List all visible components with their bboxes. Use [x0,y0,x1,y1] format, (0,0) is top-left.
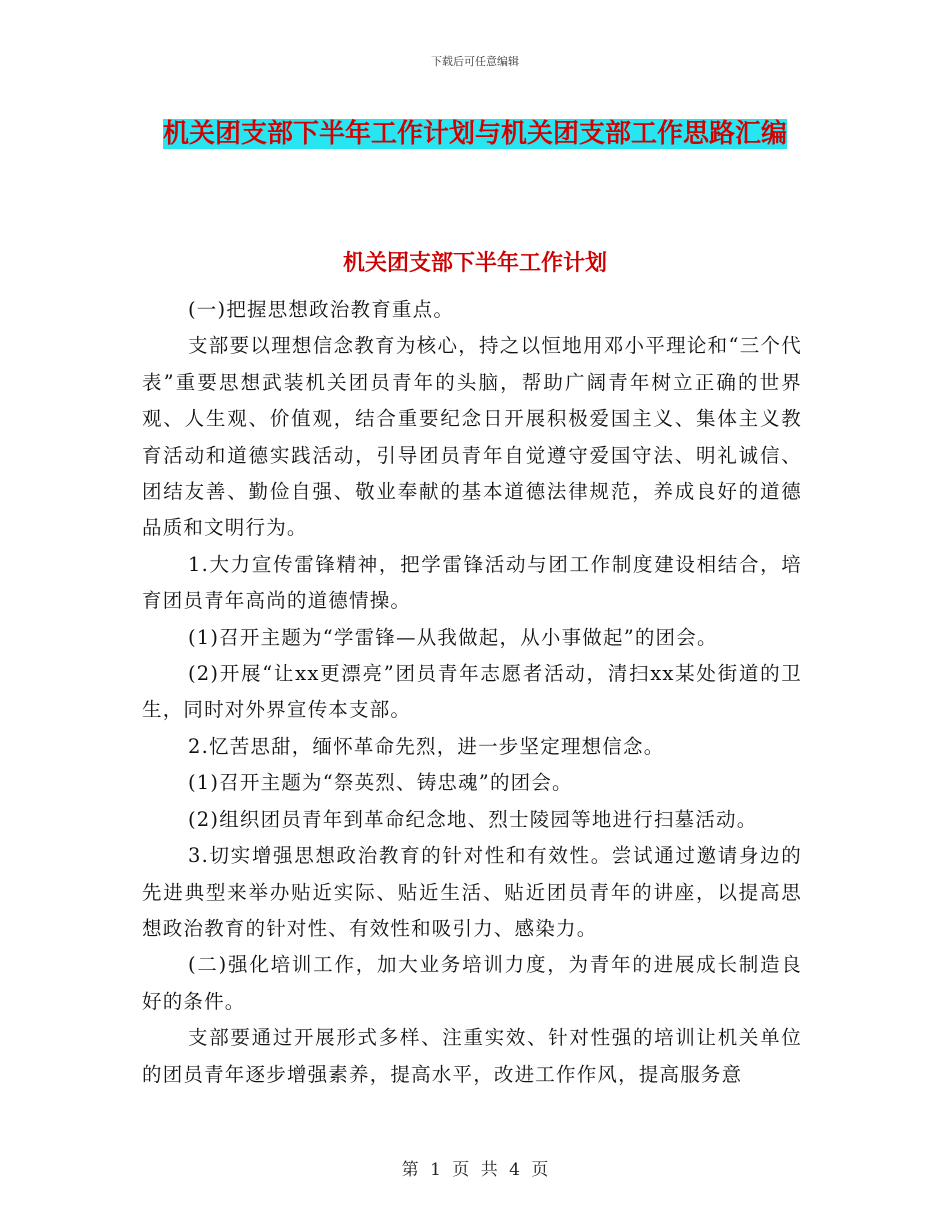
header-note: 下载后可任意编辑 [431,55,519,68]
paragraph: (一)把握思想政治教育重点。 [188,298,455,321]
paragraph: (二)强化培训工作，加大业务培训力度，为青年的进展成长制造良好的条件。 [142,953,802,1013]
paragraph: 3.切实增强思想政治教育的针对性和有效性。尝试通过邀请身边的先进典型来举办贴近实际、贴近生活、贴近团员青年的讲座，以提高思想政治教育的针对性、有效性和吸引力、感染力。 [142,844,802,940]
paragraph: 2.忆苦思甜，缅怀革命先烈，进一步坚定理想信念。 [188,734,665,758]
document-title-text: 机关团支部下半年工作计划与机关团支部工作思路汇编 [162,119,787,149]
paragraph: 支部要以理想信念教育为核心，持之以恒地用邓小平理论和“三个代表”重要思想武装机关团员青年的头脑，帮助广阔青年树立正确的世界观、人生观、价值观，结合重要纪念日开展积极爱国主义、集体主义教育活动和道德实践活动，引导团员青年自觉遵守爱国守法、明礼诚信、团结友善、勤俭自强、敬业奉献的基本道德法律规范，养成良好的道德品质和文明行为。 [142,334,802,540]
page-number: 第 1 页 共 4 页 [401,1160,549,1180]
section-title: 机关团支部下半年工作计划 [342,251,607,276]
paragraph: (2)开展“让xx更漂亮”团员青年志愿者活动，清扫xx某处街道的卫生，同时对外界宣传本支部。 [142,662,802,722]
body-text [142,292,802,1093]
paragraph: (1)召开主题为“学雷锋—从我做起，从小事做起”的团会。 [188,625,718,649]
paragraph: 支部要通过开展形式多样、注重实效、针对性强的培训让机关单位的团员青年逐步增强素养，提高水平，改进工作作风，提高服务意 [142,1026,802,1086]
paragraph: (2)组织团员青年到革命纪念地、烈士陵园等地进行扫墓活动。 [188,807,758,831]
document-title [140,110,810,158]
paragraph: (1)召开主题为“祭英烈、铸忠魂”的团会。 [188,771,573,795]
paragraph: 1.大力宣传雷锋精神，把学雷锋活动与团工作制度建设相结合，培育团员青年高尚的道德情操。 [142,552,802,613]
